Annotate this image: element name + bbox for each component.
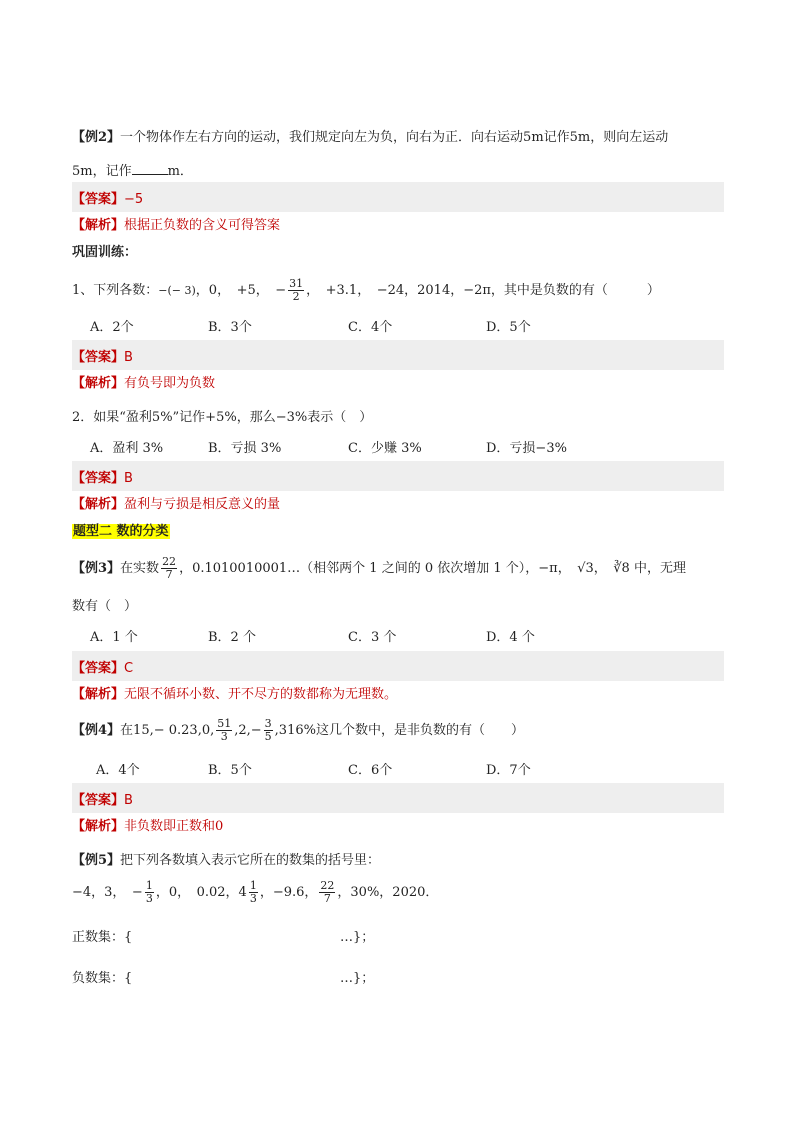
answer-tag: 【答案】 (72, 350, 125, 365)
answer-tag: 【答案】 (72, 192, 125, 207)
example-2-answer (72, 188, 722, 207)
ex3-option-c: C．3 个 (348, 630, 397, 645)
q2-option-d: D．亏损−3% (486, 441, 567, 456)
fraction-denominator: 5 (264, 730, 272, 743)
numbers-part-2: ，0， 0.02，4 (155, 885, 247, 900)
mixed-fraction-1-3 (249, 880, 258, 905)
analysis-tag: 【解析】 (72, 687, 125, 702)
example-2-text-2a: 5m，记作 (72, 164, 132, 179)
fraction-denominator: 2 (292, 290, 300, 303)
question-1-numbers-c: ， +3.1， −24，2014，−2π，其中是负数的有（ ） (306, 283, 660, 298)
ex4-option-b: B．5个 (208, 763, 252, 778)
example-4-line (72, 718, 722, 743)
fraction-31-2 (288, 278, 304, 303)
fraction-numerator: 22 (162, 555, 177, 568)
ex3-analysis (72, 683, 722, 702)
q2-option-c: C．少赚 3% (348, 441, 422, 456)
section-2-title: 题型二 数的分类 (73, 524, 169, 539)
ex3-option-a: A．1 个 (90, 630, 138, 645)
ex3-option-d: D．4 个 (486, 630, 535, 645)
fraction-denominator: 7 (165, 568, 173, 581)
q2-option-b: B．亏损 3% (208, 441, 282, 456)
analysis-tag: 【解析】 (72, 819, 125, 834)
q2-option-a: A．盈利 3% (90, 441, 164, 456)
fraction-numerator: 1 (145, 879, 153, 892)
fraction-numerator: 22 (320, 879, 335, 892)
answer-blank (132, 162, 168, 175)
example-3-tag: 【例3】 (72, 561, 121, 576)
example-2-line-1 (72, 126, 722, 145)
q1-option-a: A．2个 (90, 320, 134, 335)
analysis-text: 盈利与亏损是相反意义的量 (124, 497, 281, 512)
question-1-prefix: 1、下列各数： (72, 283, 159, 298)
example-4-tag: 【例4】 (72, 723, 121, 738)
example-4-text-1: 在15,− 0.23,0, (120, 723, 215, 738)
answer-value: B (124, 793, 133, 808)
q1-analysis (72, 372, 722, 391)
analysis-tag: 【解析】 (72, 376, 125, 391)
numbers-part-4: ，30%，2020． (337, 885, 439, 900)
fraction-1-3 (145, 880, 154, 905)
example-2-analysis (72, 214, 722, 233)
positive-set-label: 正数集：{ (72, 930, 133, 945)
negative-set-line (72, 967, 722, 986)
ex4-analysis (72, 815, 722, 834)
example-2-text-1: 一个物体作左右方向的运动，我们规定向左为负，向右为正．向右运动5m记作5m，则向左运动 (120, 130, 669, 145)
fraction-22-7 (161, 556, 177, 581)
example-3-text-2: ，0.1010010001…（相邻两个 1 之间的 0 依次增加 1 个），−π， √3， ∛8 中，无理 (179, 561, 686, 576)
analysis-text: 无限不循环小数、开不尽方的数都称为无理数。 (124, 687, 398, 702)
fraction-numerator: 31 (289, 277, 304, 290)
example-3-text-1: 在实数 (120, 561, 160, 576)
ex4-option-c: C．6个 (348, 763, 393, 778)
q1-option-d: D．5个 (486, 320, 531, 335)
answer-value: B (124, 350, 133, 365)
example-4-text-3: ,316%这几个数中，是非负数的有（ ） (274, 723, 524, 738)
example-5-text: 把下列各数填入表示它所在的数集的括号里： (120, 853, 381, 868)
answer-tag: 【答案】 (72, 471, 125, 486)
fraction-22-7 (319, 880, 335, 905)
section-2-title-row (72, 520, 722, 539)
fraction-denominator: 3 (249, 892, 257, 905)
q1-answer (72, 346, 722, 365)
fraction-3-5 (264, 718, 273, 743)
analysis-tag: 【解析】 (72, 218, 125, 233)
answer-value: −5 (124, 192, 144, 207)
answer-value: C (124, 661, 134, 676)
answer-tag: 【答案】 (72, 661, 125, 676)
ex4-option-a: A．4个 (96, 763, 140, 778)
fraction-denominator: 7 (323, 892, 331, 905)
example-3-line-2: 数有（ ） (72, 599, 138, 614)
q1-option-b: B．3个 (208, 320, 252, 335)
fraction-51-3 (216, 718, 232, 743)
positive-set-end: …}； (340, 930, 375, 945)
q2-answer (72, 467, 722, 486)
example-4-text-2: ,2,− (234, 723, 262, 738)
ex3-answer (72, 657, 722, 676)
numbers-part-1: −4，3， − (72, 885, 143, 900)
positive-set-line (72, 926, 722, 945)
fraction-numerator: 3 (264, 717, 272, 730)
fraction-numerator: 1 (249, 879, 257, 892)
fraction-denominator: 3 (220, 730, 228, 743)
ex4-answer (72, 789, 722, 808)
example-2-tag: 【例2】 (72, 130, 121, 145)
analysis-text: 非负数即正数和0 (124, 819, 224, 834)
analysis-text: 根据正负数的含义可得答案 (124, 218, 281, 233)
fraction-numerator: 51 (217, 717, 232, 730)
practice-title: 巩固训练： (72, 245, 138, 260)
analysis-tag: 【解析】 (72, 497, 125, 512)
answer-tag: 【答案】 (72, 793, 125, 808)
q2-analysis (72, 493, 722, 512)
answer-value: B (124, 471, 133, 486)
negative-set-end: …}； (340, 971, 375, 986)
numbers-part-3: ，−9.6， (259, 885, 318, 900)
question-2: 2．如果“盈利5%”记作+5%，那么−3%表示（ ） (72, 410, 373, 425)
example-3-line-1 (72, 556, 722, 581)
q1-option-c: C．4个 (348, 320, 393, 335)
ex3-option-b: B．2 个 (208, 630, 256, 645)
question-1-numbers-b: ，0， +5， − (195, 283, 287, 298)
example-5-tag: 【例5】 (72, 853, 121, 868)
example-5-line-1 (72, 849, 722, 868)
analysis-text: 有负号即为负数 (124, 376, 216, 391)
question-1-number-a: −(− 3) (158, 284, 196, 297)
example-2-line-2 (72, 160, 722, 179)
negative-set-label: 负数集：{ (72, 971, 133, 986)
fraction-denominator: 3 (145, 892, 153, 905)
ex4-option-d: D．7个 (486, 763, 531, 778)
question-1 (72, 278, 722, 303)
example-5-numbers (72, 880, 722, 905)
example-2-text-2b: m． (167, 164, 193, 179)
